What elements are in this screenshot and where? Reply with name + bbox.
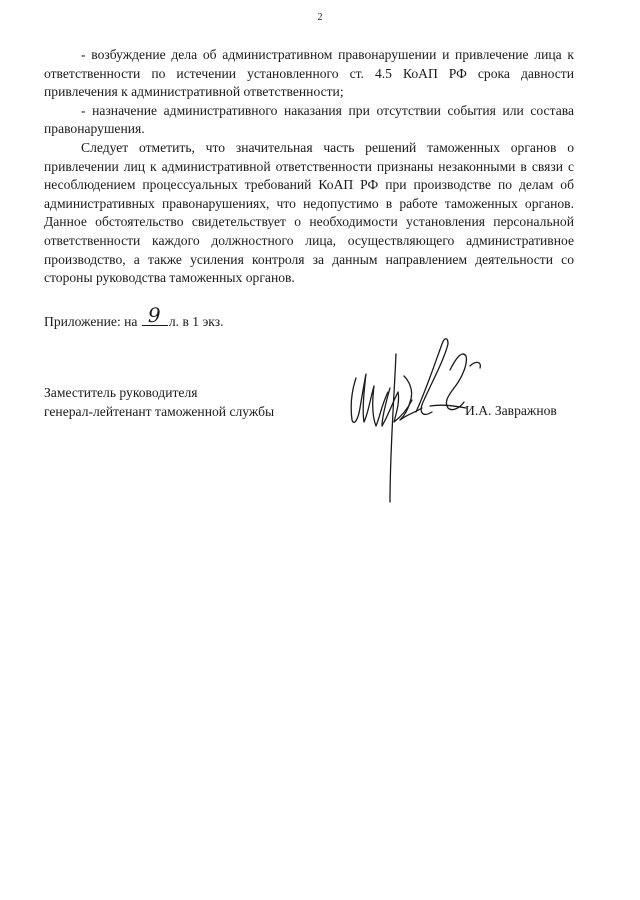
attachment-line xyxy=(44,303,224,332)
attachment-prefix: Приложение: на xyxy=(44,314,138,329)
signer-title xyxy=(44,384,274,421)
handwritten-signature xyxy=(330,330,500,520)
paragraph: Следует отметить, что значительная часть решений таможенных органов о привлечении лиц к административной ответственности признаны незаконными в связи с несоблюдением процессуальных требований КоАП РФ при производстве по делам об административных правонарушениях, что недопустимо в работе таможенных органов. Данное обстоятельство свидетельствует о необходимости установления персональной ответственности каждого должностного лица, осуществляющего административное производство, а также усиления контроля за данным направлением деятельности со стороны руководства таможенных органов. xyxy=(44,139,574,286)
attachment-count: 9 xyxy=(147,303,161,327)
signer-title-line: Заместитель руководителя xyxy=(44,385,198,400)
page-number: 2 xyxy=(317,12,323,23)
letter-body xyxy=(44,46,574,288)
attachment-count-blank xyxy=(142,303,168,327)
signer-name: И.А. Завражнов xyxy=(465,403,557,418)
paragraph: - назначение административного наказания при отсутствии события или состава правонарушения. xyxy=(44,102,574,137)
attachment-suffix: л. в 1 экз. xyxy=(168,314,224,329)
signer-title-line: генерал-лейтенант таможенной службы xyxy=(44,403,275,419)
paragraph: - возбуждение дела об административном правонарушении и привлечение лица к ответственности по истечении установленного ст. 4.5 КоАП РФ срока давности привлечения к административной ответственности; xyxy=(44,47,574,100)
